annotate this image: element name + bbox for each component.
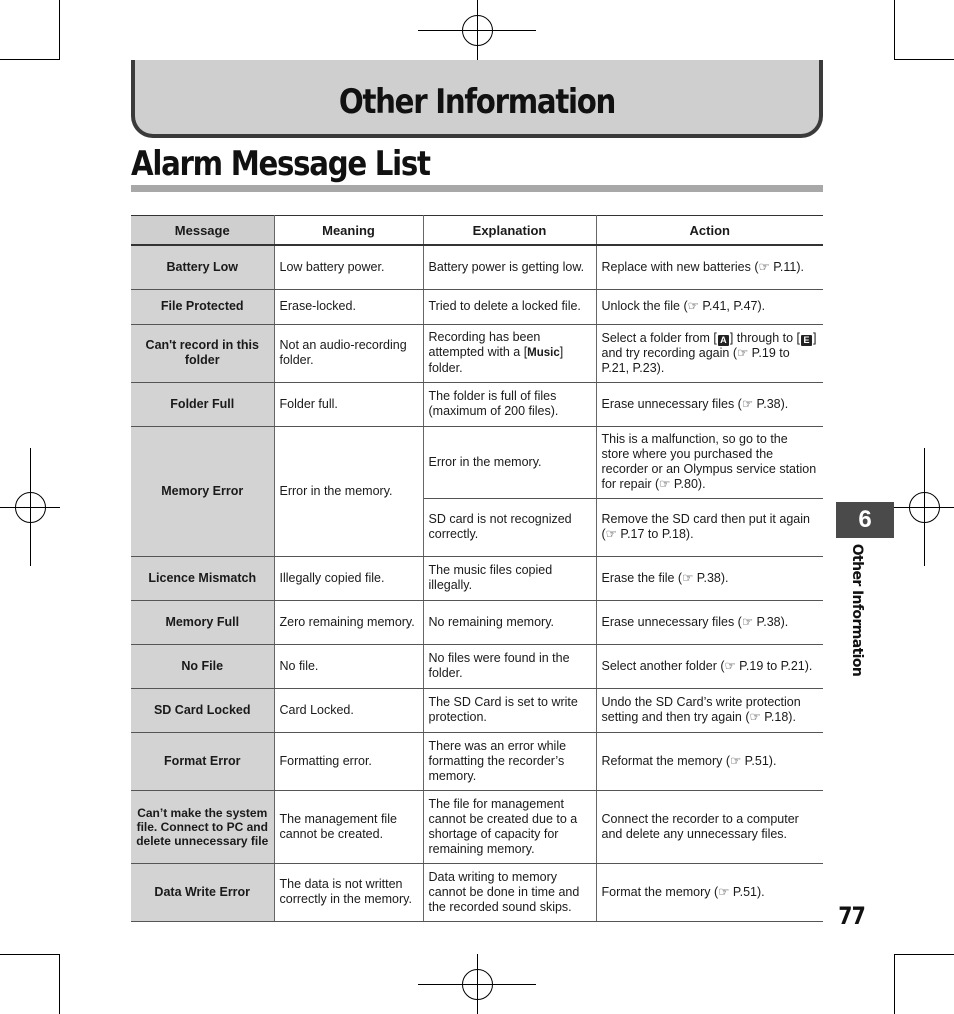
meaning-cell: Erase-locked. (274, 289, 423, 324)
message-cell: File Protected (131, 289, 274, 324)
crop-mark-top-right-h (894, 59, 954, 60)
folder-e-icon: E (801, 335, 812, 346)
column-header-meaning: Meaning (274, 216, 423, 246)
action-cell: Reformat the memory (☞ P.51). (596, 732, 823, 790)
action-cell: Undo the SD Card’s write protection setting and then try again (☞ P.18). (596, 688, 823, 732)
meaning-cell: Illegally copied file. (274, 556, 423, 600)
meaning-cell: Low battery power. (274, 245, 423, 289)
explanation-cell: SD card is not recognized correctly. (423, 498, 596, 556)
crop-mark-top-left-h (0, 59, 60, 60)
chapter-tab: 6 (836, 502, 894, 538)
column-header-message: Message (131, 216, 274, 246)
chapter-header (131, 60, 823, 138)
message-cell: Can't record in this folder (131, 324, 274, 382)
meaning-cell: No file. (274, 644, 423, 688)
explanation-cell: The folder is full of files (maximum of 200 files). (423, 382, 596, 426)
message-cell: Data Write Error (131, 863, 274, 921)
message-cell: Format Error (131, 732, 274, 790)
action-cell: Unlock the file (☞ P.41, P.47). (596, 289, 823, 324)
meaning-cell: Formatting error. (274, 732, 423, 790)
action-cell: Remove the SD card then put it again (☞ P.17 to P.18). (596, 498, 823, 556)
music-folder-label: Music (527, 347, 560, 359)
action-text: ] through to [ (729, 330, 801, 345)
crop-mark-top-left-v (59, 0, 60, 60)
crop-mark-bottom-left-v (59, 954, 60, 1014)
action-cell: Replace with new batteries (☞ P.11). (596, 245, 823, 289)
alarm-message-table (131, 215, 823, 922)
meaning-cell: Card Locked. (274, 688, 423, 732)
table-row (131, 863, 823, 921)
action-cell (596, 324, 823, 382)
explanation-cell: Data writing to memory cannot be done in time and the recorded sound skips. (423, 863, 596, 921)
meaning-cell: Folder full. (274, 382, 423, 426)
column-header-action: Action (596, 216, 823, 246)
action-cell: Erase unnecessary files (☞ P.38). (596, 600, 823, 644)
action-cell: Format the memory (☞ P.51). (596, 863, 823, 921)
table-header-row (131, 216, 823, 246)
message-cell: Licence Mismatch (131, 556, 274, 600)
section-divider (131, 185, 823, 192)
folder-a-icon: A (718, 335, 729, 346)
table-row (131, 688, 823, 732)
message-cell: Memory Full (131, 600, 274, 644)
chapter-side-label: Other Information (849, 543, 865, 677)
table-row (131, 382, 823, 426)
meaning-cell: Error in the memory. (274, 426, 423, 556)
meaning-cell: Zero remaining memory. (274, 600, 423, 644)
message-cell: Battery Low (131, 245, 274, 289)
message-cell: No File (131, 644, 274, 688)
explanation-cell: The music files copied illegally. (423, 556, 596, 600)
column-header-explanation: Explanation (423, 216, 596, 246)
explanation-cell: There was an error while formatting the recorder’s memory. (423, 732, 596, 790)
table-row (131, 644, 823, 688)
message-cell: SD Card Locked (131, 688, 274, 732)
message-cell: Memory Error (131, 426, 274, 556)
action-cell: Connect the recorder to a computer and delete any unnecessary files. (596, 790, 823, 863)
message-cell: Can’t make the system file. Connect to PC and delete unnecessary file (131, 790, 274, 863)
explanation-cell (423, 324, 596, 382)
table-row (131, 600, 823, 644)
meaning-cell: Not an audio-recording folder. (274, 324, 423, 382)
explanation-cell: Tried to delete a locked file. (423, 289, 596, 324)
explanation-cell: No remaining memory. (423, 600, 596, 644)
chapter-title: Other Information (338, 82, 616, 122)
table-row (131, 289, 823, 324)
crop-mark-top-right-v (894, 0, 895, 60)
action-cell: Erase the file (☞ P.38). (596, 556, 823, 600)
explanation-cell: The SD Card is set to write protection. (423, 688, 596, 732)
action-cell: Erase unnecessary files (☞ P.38). (596, 382, 823, 426)
crop-mark-bottom-right-h (894, 954, 954, 955)
table-row (131, 556, 823, 600)
action-cell: Select another folder (☞ P.19 to P.21). (596, 644, 823, 688)
explanation-cell: Battery power is getting low. (423, 245, 596, 289)
explanation-cell: Error in the memory. (423, 426, 596, 498)
table-row (131, 732, 823, 790)
table-row (131, 245, 823, 289)
page-number: 77 (838, 902, 865, 930)
table-row (131, 790, 823, 863)
explanation-cell: The file for management cannot be created due to a shortage of capacity for remaining memory. (423, 790, 596, 863)
crop-mark-bottom-right-v (894, 954, 895, 1014)
explanation-text: Recording has been attempted with a [ (428, 330, 541, 359)
meaning-cell: The data is not written correctly in the memory. (274, 863, 423, 921)
section-title: Alarm Message List (131, 144, 430, 184)
table-row (131, 426, 823, 498)
explanation-text: ] folder. (428, 345, 564, 375)
explanation-cell: No files were found in the folder. (423, 644, 596, 688)
meaning-cell: The management file cannot be created. (274, 790, 423, 863)
table-row (131, 324, 823, 382)
crop-mark-bottom-left-h (0, 954, 60, 955)
action-text: Select a folder from [ (601, 330, 717, 345)
action-cell: This is a malfunction, so go to the store where you purchased the recorder or an Olympus service station for repair (☞ P.80). (596, 426, 823, 498)
message-cell: Folder Full (131, 382, 274, 426)
action-text: ] and try recording again (☞ P.19 to P.21, P.23). (601, 330, 817, 375)
